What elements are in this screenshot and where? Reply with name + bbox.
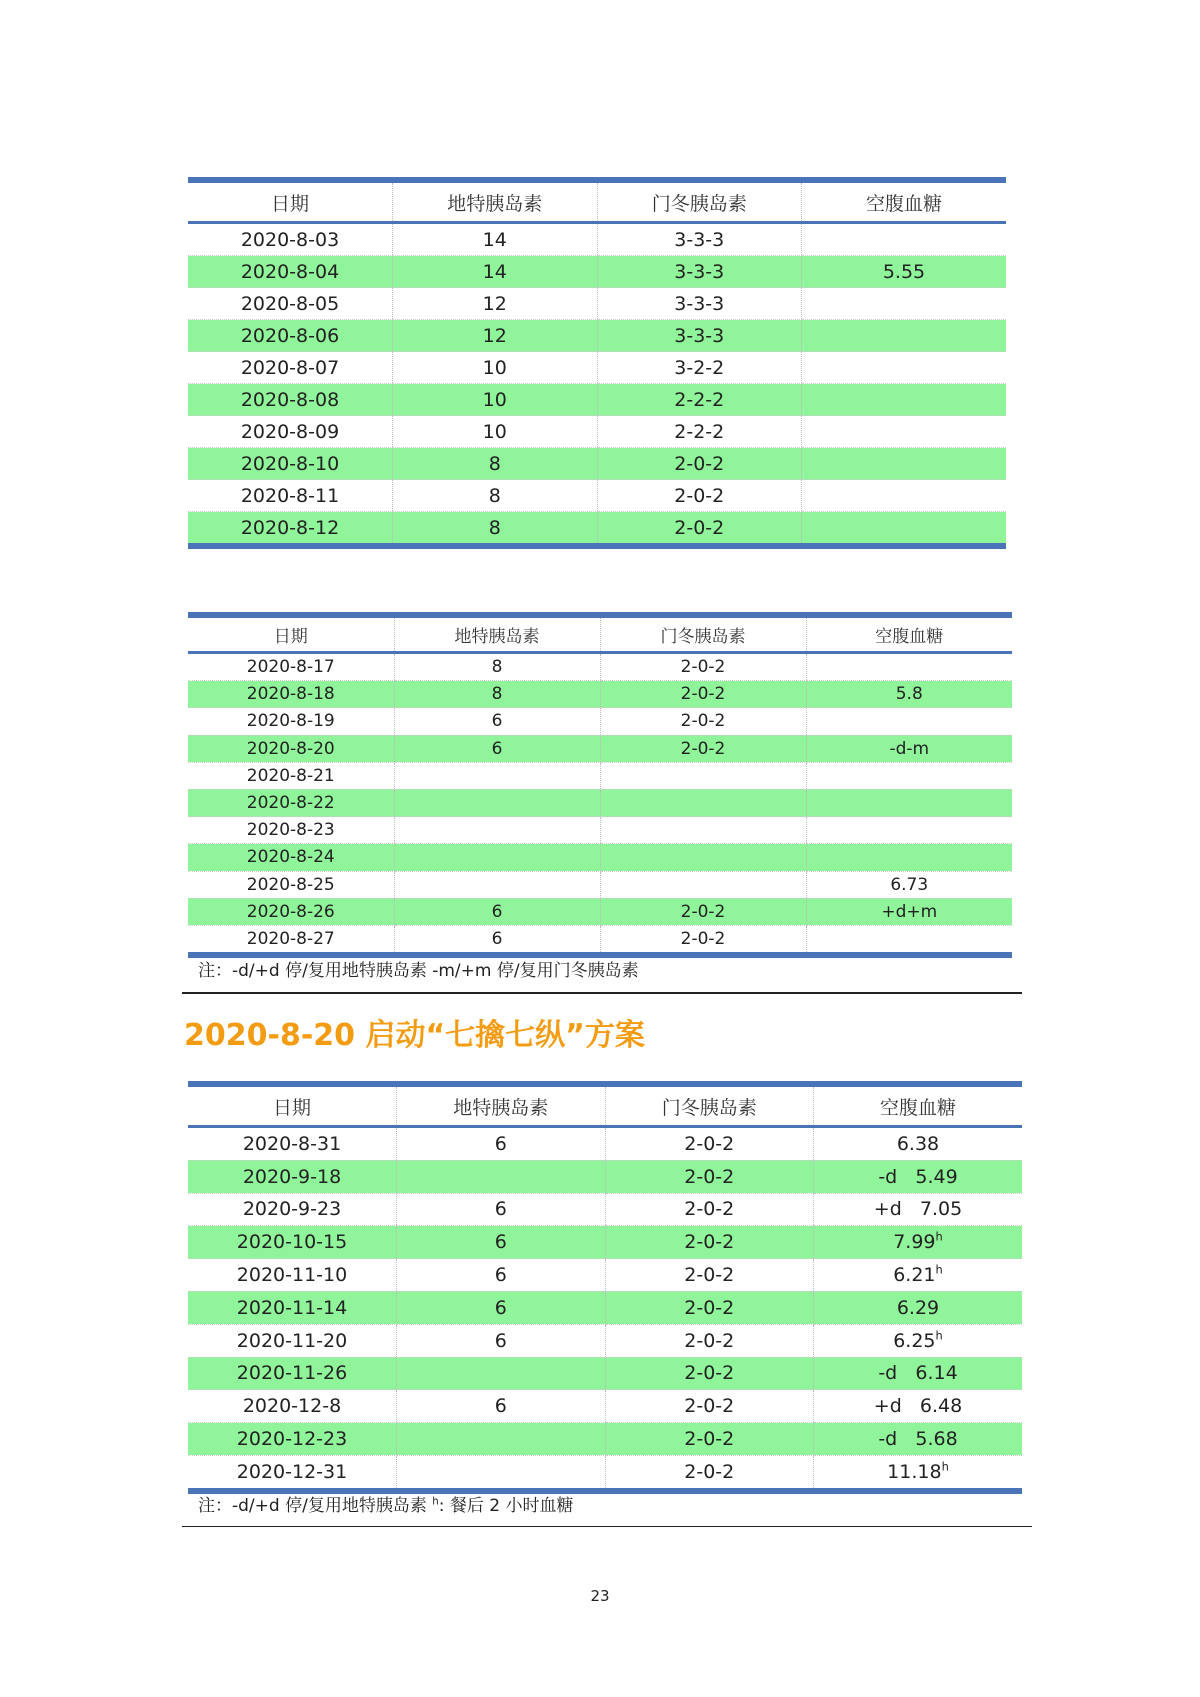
table-row — [188, 1423, 1022, 1456]
cell-date: 2020-8-21 — [188, 762, 394, 789]
cell-date: 2020-11-14 — [188, 1291, 397, 1324]
cell-detemir: 6 — [397, 1127, 606, 1161]
cell-glucose — [802, 223, 1007, 256]
glucose-value: -d 5.49 — [878, 1165, 958, 1188]
cell-detemir — [394, 762, 600, 789]
table-row — [188, 320, 1006, 352]
table-row — [188, 1193, 1022, 1226]
cell-date: 2020-8-04 — [188, 256, 393, 288]
table-row — [188, 1160, 1022, 1193]
cell-aspart: 2-0-2 — [605, 1259, 814, 1292]
cell-glucose: -d-m — [806, 735, 1012, 762]
cell-detemir — [397, 1160, 606, 1193]
cell-aspart: 2-0-2 — [605, 1455, 814, 1490]
note-suffix: : 餐后 2 小时血糖 — [438, 1496, 574, 1516]
cell-detemir: 14 — [393, 256, 598, 288]
cell-glucose — [806, 762, 1012, 789]
table-row — [188, 416, 1006, 448]
cell-aspart: 2-0-2 — [605, 1324, 814, 1357]
col-header-date: 日期 — [188, 615, 394, 653]
cell-aspart: 3-3-3 — [597, 288, 802, 320]
table-row — [188, 925, 1012, 955]
table-row — [188, 789, 1012, 816]
cell-detemir: 6 — [394, 898, 600, 925]
cell-glucose — [806, 653, 1012, 681]
glucose-value: 6.29 — [896, 1296, 940, 1319]
cell-detemir: 6 — [397, 1226, 606, 1259]
table-row — [188, 1390, 1022, 1423]
cell-date: 2020-11-26 — [188, 1357, 397, 1390]
cell-detemir — [397, 1455, 606, 1490]
cell-date: 2020-8-19 — [188, 708, 394, 735]
glucose-value: 6.38 — [896, 1132, 940, 1155]
cell-glucose — [802, 384, 1007, 416]
cell-detemir: 6 — [394, 708, 600, 735]
col-header-date: 日期 — [188, 1084, 397, 1127]
cell-detemir — [397, 1423, 606, 1456]
col-header-aspart: 门冬胰岛素 — [597, 180, 802, 223]
cell-glucose — [814, 1127, 1023, 1161]
cell-aspart: 3-2-2 — [597, 352, 802, 384]
cell-aspart: 2-0-2 — [600, 898, 806, 925]
cell-glucose — [802, 480, 1007, 512]
cell-date: 2020-10-15 — [188, 1226, 397, 1259]
postprandial-mark: h — [935, 1328, 943, 1343]
cell-detemir: 10 — [393, 384, 598, 416]
cell-aspart: 2-0-2 — [605, 1357, 814, 1390]
cell-detemir: 6 — [397, 1324, 606, 1357]
cell-aspart — [600, 817, 806, 844]
note-prefix: 注：-d/+d 停/复用地特胰岛素 — [198, 1496, 433, 1516]
cell-aspart: 2-0-2 — [605, 1160, 814, 1193]
cell-aspart: 2-0-2 — [597, 448, 802, 480]
cell-date: 2020-8-11 — [188, 480, 393, 512]
col-header-detemir: 地特胰岛素 — [393, 180, 598, 223]
cell-aspart: 3-3-3 — [597, 320, 802, 352]
glucose-value: -d 6.14 — [878, 1362, 958, 1385]
cell-date: 2020-8-22 — [188, 789, 394, 816]
cell-detemir: 6 — [394, 925, 600, 955]
cell-date: 2020-11-10 — [188, 1259, 397, 1292]
cell-date: 2020-9-18 — [188, 1160, 397, 1193]
cell-aspart: 2-0-2 — [597, 480, 802, 512]
table-row — [188, 1226, 1022, 1259]
cell-date: 2020-8-09 — [188, 416, 393, 448]
postprandial-mark: h — [935, 1262, 943, 1277]
cell-date: 2020-8-17 — [188, 653, 394, 681]
cell-detemir: 12 — [393, 320, 598, 352]
table-row — [188, 1259, 1022, 1292]
cell-aspart: 3-3-3 — [597, 223, 802, 256]
glucose-value: +d 6.48 — [873, 1395, 963, 1418]
cell-glucose — [814, 1259, 1023, 1292]
cell-glucose: 6.73 — [806, 871, 1012, 898]
table-row — [188, 762, 1012, 789]
cell-aspart — [600, 762, 806, 789]
cell-detemir — [394, 817, 600, 844]
cell-detemir: 10 — [393, 352, 598, 384]
cell-glucose — [802, 288, 1007, 320]
cell-date: 2020-8-26 — [188, 898, 394, 925]
table-row — [188, 288, 1006, 320]
cell-date: 2020-12-23 — [188, 1423, 397, 1456]
cell-detemir: 6 — [397, 1291, 606, 1324]
cell-detemir: 6 — [397, 1193, 606, 1226]
cell-aspart — [600, 871, 806, 898]
postprandial-mark: h — [941, 1459, 949, 1474]
cell-glucose: +d+m — [806, 898, 1012, 925]
cell-date: 2020-8-08 — [188, 384, 393, 416]
table-row — [188, 681, 1012, 708]
cell-glucose: 5.55 — [802, 256, 1007, 288]
cell-detemir: 8 — [393, 512, 598, 547]
cell-detemir: 8 — [393, 448, 598, 480]
cell-aspart: 2-2-2 — [597, 384, 802, 416]
cell-glucose — [806, 844, 1012, 871]
cell-detemir: 6 — [397, 1390, 606, 1423]
note-sup: h — [432, 1496, 439, 1508]
cell-glucose — [814, 1324, 1023, 1357]
cell-glucose — [806, 817, 1012, 844]
table-row — [188, 512, 1006, 547]
cell-glucose — [814, 1455, 1023, 1490]
table-row — [188, 1127, 1022, 1161]
cell-glucose — [814, 1390, 1023, 1423]
table-row — [188, 844, 1012, 871]
cell-aspart: 2-0-2 — [605, 1193, 814, 1226]
table-row — [188, 352, 1006, 384]
cell-glucose — [806, 789, 1012, 816]
cell-detemir — [394, 871, 600, 898]
cell-aspart: 2-0-2 — [600, 653, 806, 681]
table-row — [188, 256, 1006, 288]
cell-detemir — [397, 1357, 606, 1390]
col-header-fasting-glucose: 空腹血糖 — [802, 180, 1007, 223]
cell-detemir: 8 — [394, 681, 600, 708]
table-3-note — [198, 1491, 573, 1516]
glucose-value: 6.21 — [893, 1264, 936, 1287]
col-header-fasting-glucose: 空腹血糖 — [806, 615, 1012, 653]
dosage-table-1 — [188, 177, 1006, 549]
cell-detemir: 10 — [393, 416, 598, 448]
glucose-value: 11.18 — [887, 1460, 942, 1483]
table-row — [188, 817, 1012, 844]
cell-glucose — [802, 448, 1007, 480]
cell-aspart: 2-0-2 — [605, 1291, 814, 1324]
col-header-aspart: 门冬胰岛素 — [600, 615, 806, 653]
dosage-table-2 — [188, 612, 1012, 958]
cell-glucose — [814, 1226, 1023, 1259]
cell-aspart: 2-0-2 — [605, 1127, 814, 1161]
table-row — [188, 653, 1012, 681]
cell-aspart: 2-0-2 — [600, 708, 806, 735]
table-row — [188, 1324, 1022, 1357]
table-row — [188, 480, 1006, 512]
col-header-detemir: 地特胰岛素 — [397, 1084, 606, 1127]
glucose-value: -d 5.68 — [878, 1428, 958, 1451]
table-row — [188, 1455, 1022, 1490]
cell-aspart — [600, 844, 806, 871]
cell-glucose — [814, 1291, 1023, 1324]
glucose-value: 6.25 — [893, 1329, 936, 1352]
cell-date: 2020-8-03 — [188, 223, 393, 256]
cell-detemir: 12 — [393, 288, 598, 320]
cell-date: 2020-8-31 — [188, 1127, 397, 1161]
cell-detemir: 8 — [394, 653, 600, 681]
cell-aspart — [600, 789, 806, 816]
cell-aspart: 2-0-2 — [600, 735, 806, 762]
cell-date: 2020-8-07 — [188, 352, 393, 384]
cell-aspart: 2-0-2 — [600, 681, 806, 708]
col-header-fasting-glucose: 空腹血糖 — [814, 1084, 1023, 1127]
table-row — [188, 735, 1012, 762]
divider-rule — [182, 992, 1022, 994]
cell-aspart: 3-3-3 — [597, 256, 802, 288]
cell-detemir: 14 — [393, 223, 598, 256]
table-row — [188, 384, 1006, 416]
cell-aspart: 2-0-2 — [605, 1226, 814, 1259]
cell-glucose — [806, 925, 1012, 955]
table-row — [188, 1291, 1022, 1324]
cell-glucose: 5.8 — [806, 681, 1012, 708]
cell-date: 2020-8-25 — [188, 871, 394, 898]
cell-glucose — [802, 512, 1007, 547]
table-row — [188, 1357, 1022, 1390]
cell-date: 2020-8-12 — [188, 512, 393, 547]
cell-date: 2020-9-23 — [188, 1193, 397, 1226]
table-2-note: 注：-d/+d 停/复用地特胰岛素 -m/+m 停/复用门冬胰岛素 — [198, 961, 639, 981]
cell-aspart: 2-2-2 — [597, 416, 802, 448]
page-number: 23 — [590, 1587, 610, 1605]
cell-detemir: 6 — [397, 1259, 606, 1292]
cell-glucose — [802, 416, 1007, 448]
cell-aspart: 2-0-2 — [597, 512, 802, 547]
table-row — [188, 708, 1012, 735]
table-row — [188, 448, 1006, 480]
cell-date: 2020-8-05 — [188, 288, 393, 320]
glucose-value: +d 7.05 — [873, 1198, 963, 1221]
cell-date: 2020-8-23 — [188, 817, 394, 844]
cell-aspart: 2-0-2 — [605, 1423, 814, 1456]
dosage-table-3 — [188, 1081, 1022, 1494]
postprandial-mark: h — [935, 1229, 943, 1244]
col-header-detemir: 地特胰岛素 — [394, 615, 600, 653]
section-heading: 2020-8-20 启动“七擒七纵”方案 — [184, 1018, 645, 1053]
cell-date: 2020-8-10 — [188, 448, 393, 480]
cell-detemir: 6 — [394, 735, 600, 762]
cell-date: 2020-8-24 — [188, 844, 394, 871]
table-row — [188, 871, 1012, 898]
cell-date: 2020-12-31 — [188, 1455, 397, 1490]
table-row — [188, 898, 1012, 925]
cell-aspart: 2-0-2 — [600, 925, 806, 955]
divider-rule-bottom — [182, 1526, 1032, 1527]
table-row — [188, 223, 1006, 256]
cell-glucose — [814, 1193, 1023, 1226]
cell-date: 2020-8-18 — [188, 681, 394, 708]
cell-glucose — [814, 1423, 1023, 1456]
col-header-date: 日期 — [188, 180, 393, 223]
cell-date: 2020-8-27 — [188, 925, 394, 955]
cell-glucose — [806, 708, 1012, 735]
cell-date: 2020-11-20 — [188, 1324, 397, 1357]
cell-glucose — [814, 1160, 1023, 1193]
cell-glucose — [802, 320, 1007, 352]
cell-detemir — [394, 789, 600, 816]
cell-aspart: 2-0-2 — [605, 1390, 814, 1423]
col-header-aspart: 门冬胰岛素 — [605, 1084, 814, 1127]
cell-detemir — [394, 844, 600, 871]
cell-date: 2020-8-20 — [188, 735, 394, 762]
cell-date: 2020-12-8 — [188, 1390, 397, 1423]
glucose-value: 7.99 — [893, 1231, 936, 1254]
cell-date: 2020-8-06 — [188, 320, 393, 352]
cell-detemir: 8 — [393, 480, 598, 512]
cell-glucose — [814, 1357, 1023, 1390]
cell-glucose — [802, 352, 1007, 384]
